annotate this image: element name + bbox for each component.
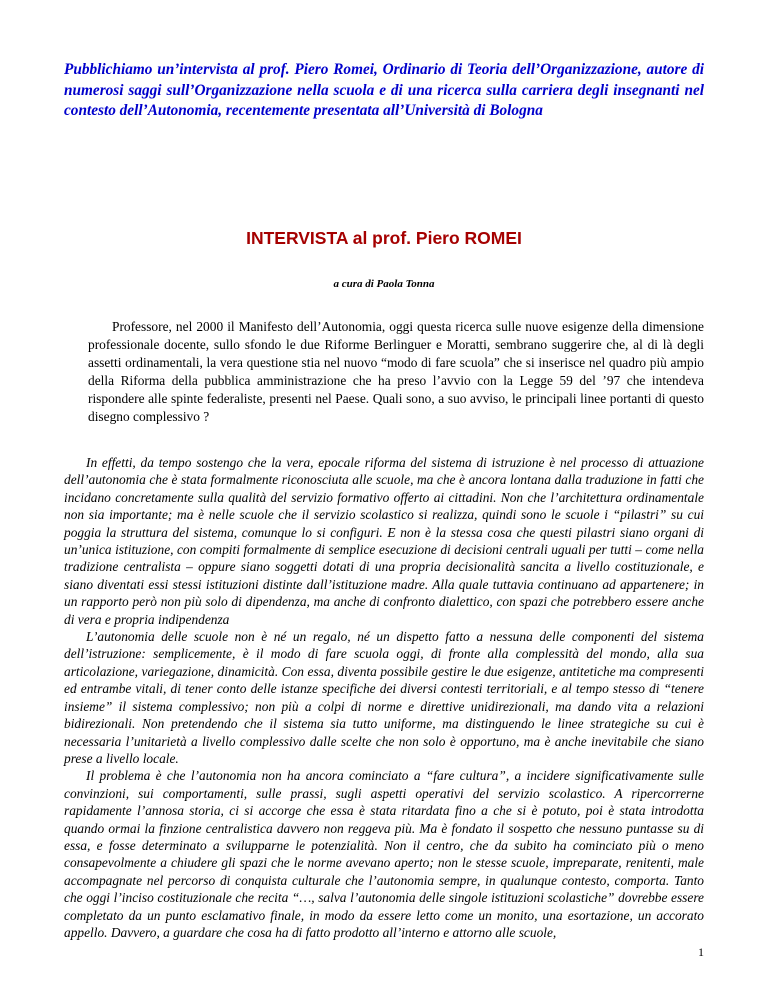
answer-paragraph: In effetti, da tempo sostengo che la vera, epocale riforma del sistema di istruzione è nel processo di attuazione dell’autonomia che è stata formalmente riconosciuta alle scuole, ma che è ancora lontana dalla traduzione in fatti che incidano concretamente sulla qualità del servizio formativo offerto ai cittadini. Non che l’architettura ordinamentale non sia importante; ma è nelle scuole che il servizio scolastico si realizza, quindi sono le scuole i “pilastri” su cui poggia la struttura del sistema, comunque lo si configuri. E non è la stessa cosa che questi pilastri siano organi di un’unica istituzione, con compiti formalmente di semplice esecuzione di decisioni centrali uguali per tutti – come nella tradizione centralista – oppure siano soggetti dotati di una propria decisionalità sancita a livello costituzionale, e siano diventati essi stessi istituzioni distinte dall’istituzione madre. Alla quale tuttavia continuano ad appartenere; in un rapporto però non più solo di dipendenza, ma anche di confronto dialettico, con spazi che potrebbero essere anche di vera e propria indipendenza	[64, 455, 704, 627]
intro-paragraph: Pubblichiamo un’intervista al prof. Piero Romei, Ordinario di Teoria dell’Organizzazione, autore di numerosi saggi sull’Organizzazione nella scuola e di una ricerca sulla carriera degli insegnanti nel contesto dell’Autonomia, recentemente presentata all’Università di Bologna	[64, 61, 704, 119]
interview-title: INTERVISTA al prof. Piero ROMEI	[246, 228, 522, 248]
byline: a cura di Paola Tonna	[333, 278, 435, 290]
answer-paragraph: Il problema è che l’autonomia non ha ancora cominciato a “fare cultura”, a incidere significativamente sulle convinzioni, sui comportamenti, sulle prassi, sugli aspetti operativi del servizio scolastico. A ripercorrerne rapidamente l’annosa storia, ci si accorge che essa è stata ritardata fino a che si è potuto, poi è stata introdotta quando ormai la finzione centralistica davvero non reggeva più. Ma è fondato il sospetto che nessuno puntasse su di essa, e fosse determinato a svilupparne le potenzialità. Non il centro, che da subito ha cominciato più o meno consapevolmente a chiudere gli spazi che le norme avevano aperto; non le stesse scuole, impreparate, renitenti, male accompagnate nel percorso di conquista culturale che l’autonomia sempre, in qualunque contesto, comporta. Tanto che oggi l’inciso costituzionale che recita “…, salva l’autonomia delle singole istituzioni scolastiche” dovrebbe essere completato da un punto esclamativo finale, in modo da essere letto come un monito, una esortazione, un accorato appello. Davvero, a guardare che cosa ha di fatto prodotto all’interno e attorno alle scuole,	[64, 768, 704, 940]
interview-answer	[64, 454, 704, 941]
page-number: 1	[698, 945, 704, 959]
answer-paragraph: L’autonomia delle scuole non è né un regalo, né un dispetto fatto a nessuna delle componenti del sistema dell’istruzione: semplicemente, è il modo di fare scuola oggi, di fronte alla complessità del mondo, alla sua articolazione, variegazione, dinamicità. Con essa, diventa possibile gestire le due esigenze, antitetiche ma compresenti ed entrambe vitali, di tener conto delle istanze specifiche dei diversi contesti territoriali, e al tempo stesso di “tenere insieme” il sistema complessivo; non più a colpi di norme e direttive unidirezionali, ma dando vita a relazioni bidirezionali. Non pretendendo che il sistema sia tutto uniforme, ma distinguendo le linee strategiche su cui è necessaria l’unitarietà a livello complessivo dalle scelte che non solo è opportuno, ma è anche inevitabile che siano prese a livello locale.	[64, 629, 704, 766]
interview-question: Professore, nel 2000 il Manifesto dell’Autonomia, oggi questa ricerca sulle nuove esigenze della dimensione professionale docente, sullo sfondo le due Riforme Berlinguer e Moratti, sembrano suggerire che, al di là degli assetti ordinamentali, la vera questione stia nel nuovo “modo di fare scuola” che si inserisce nel quadro più ampio della Riforma della pubblica amministrazione che ha preso l’avvio con la Legge 59 del ’97 che intendeva rispondere alle spinte federaliste, presenti nel Paese. Quali sono, a suo avviso, le principali linee portanti di questo disegno complessivo ?	[88, 319, 704, 425]
